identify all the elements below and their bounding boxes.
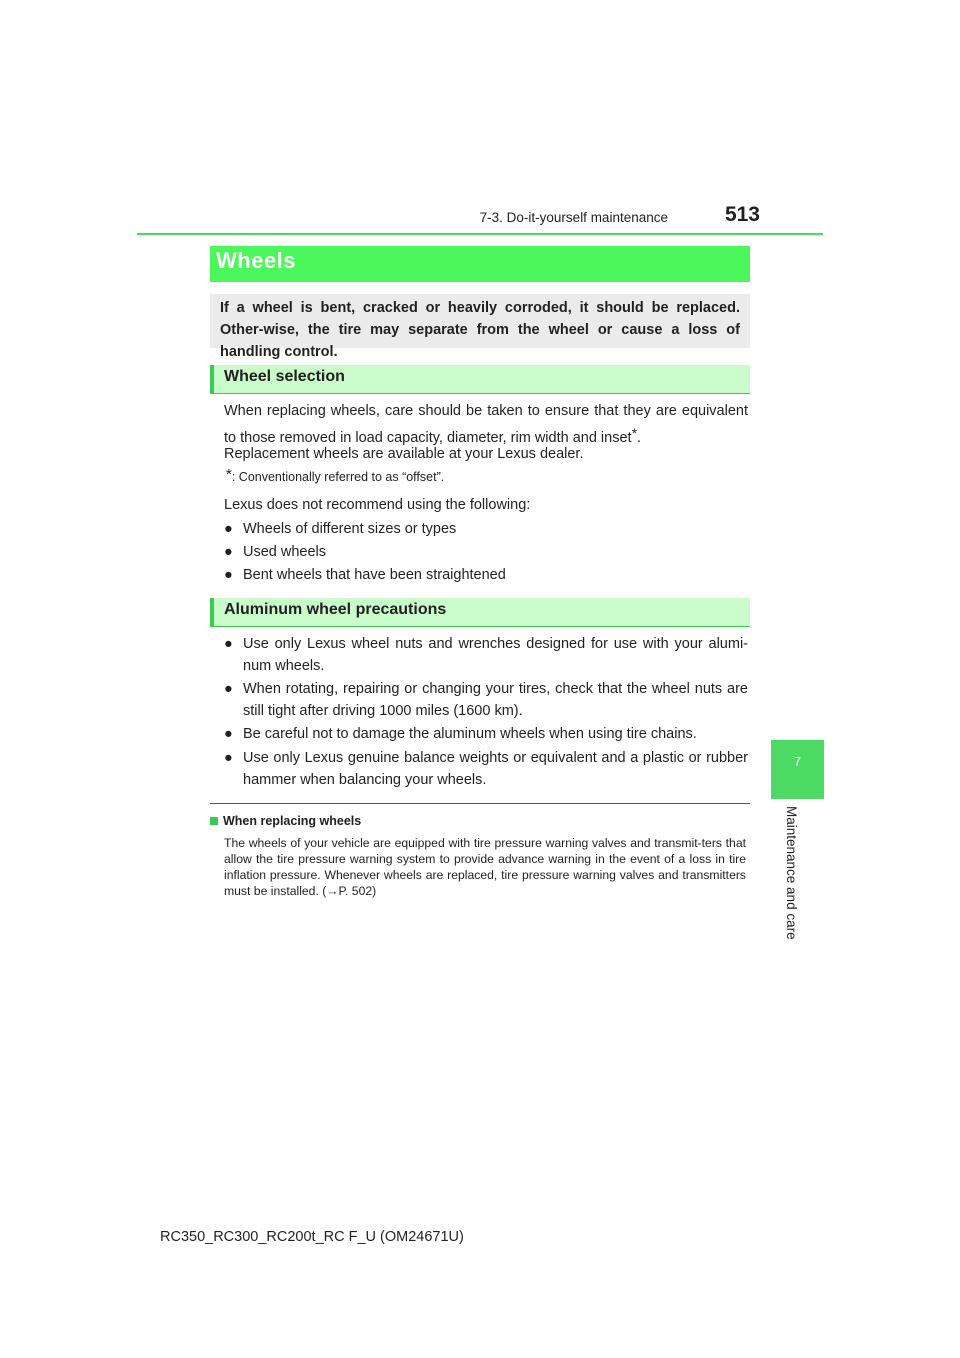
list-item: ● Wheels of different sizes or types (224, 518, 748, 540)
bullet-icon: ● (224, 544, 233, 560)
wheel-selection-rule (210, 393, 750, 394)
chapter-number: 7 (793, 754, 802, 769)
note-body: The wheels of your vehicle are equipped with tire pressure warning valves and transmit-ters that allow the tire pressure warning system to provide advance warning in the event of a loss in tire inflation pressure. Whenever wheels are replaced, tire pressure warning valves and transmitters must be installed. (→P. 502) (224, 836, 746, 898)
bullet-icon: ● (224, 681, 233, 697)
list-item: ● Use only Lexus wheel nuts and wrenches designed for use with your alumi-num wheels. (224, 633, 748, 677)
list-item: ● Use only Lexus genuine balance weights or equivalent and a plastic or rubber hammer when balancing your wheels. (224, 747, 748, 791)
aluminum-rule (210, 626, 750, 627)
bullet-icon: ● (224, 750, 233, 766)
note-divider (210, 803, 750, 804)
not-recommended-lead: Lexus does not recommend using the following: (224, 497, 531, 513)
bullet-icon: ● (224, 726, 233, 742)
page-title: Wheels (216, 248, 297, 273)
bullet-icon: ● (224, 567, 233, 583)
list-item: ● When rotating, repairing or changing your tires, check that the wheel nuts are still tight after driving 1000 miles (1600 km). (224, 678, 748, 722)
list-item: ● Bent wheels that have been straightened (224, 564, 748, 586)
list-item: ● Be careful not to damage the aluminum wheels when using tire chains. (224, 723, 748, 745)
header-rule (137, 233, 823, 235)
footnote-star: * (631, 425, 638, 441)
footer-model-code: RC350_RC300_RC200t_RC F_U (OM24671U) (160, 1229, 464, 1245)
wheel-selection-heading: Wheel selection (224, 368, 345, 385)
wheel-selection-paragraph: When replacing wheels, care should be taken to ensure that they are equivalent to those removed in load capacity, diameter, rim width and inset*. (224, 403, 748, 446)
list-item: ● Used wheels (224, 541, 748, 563)
dealer-paragraph: Replacement wheels are available at your Lexus dealer. (224, 446, 584, 462)
chapter-tab (771, 740, 824, 799)
chapter-label: Maintenance and care (784, 806, 799, 940)
bullet-icon: ● (224, 636, 233, 652)
bullet-icon: ● (224, 521, 233, 537)
footnote: *: Conventionally referred to as “offset”. (226, 466, 445, 484)
section-title: 7-3. Do-it-yourself maintenance (479, 210, 668, 225)
intro-text: If a wheel is bent, cracked or heavily corroded, it should be replaced. Other-wise, the tire may separate from the wheel or cause a loss of handling control. (220, 300, 740, 360)
aluminum-heading: Aluminum wheel precautions (224, 601, 447, 618)
note-heading: When replacing wheels (210, 814, 361, 828)
square-bullet-icon (210, 817, 218, 825)
page-number: 513 (724, 203, 760, 226)
